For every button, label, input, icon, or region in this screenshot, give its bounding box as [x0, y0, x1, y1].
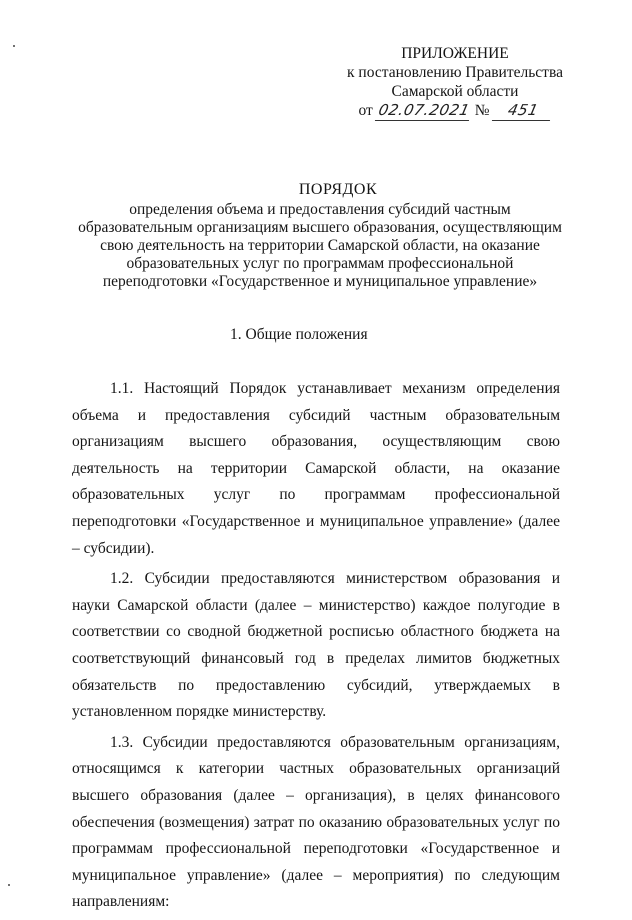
appendix-line-resolution: к постановлению Правительства [347, 64, 563, 81]
handwritten-number: 451 [491, 101, 553, 121]
section-heading: 1. Общие положения [230, 326, 368, 343]
document-title-main: ПОРЯДОК [298, 181, 378, 198]
appendix-block [340, 44, 570, 121]
paragraph-1-2: 1.2. Субсидии предоставляются министерством образования и науки Самарской области (далее – министерство) каждое полугодие в соответствии со сводной бюджетной росписью областного бюджета на соответствующий финансовый год в пределах лимитов бюджетных обязательств по предоставлению субсидий, утверждаемых в установленном порядке министерству. [72, 570, 560, 721]
document-title-line: свою деятельность на территории Самарской области, на оказание [100, 237, 540, 254]
scan-speck [13, 45, 15, 47]
document-title [60, 181, 580, 291]
paragraph-1-3: 1.3. Субсидии предоставляются образовательным организациям, относящимся к категории частных образовательных организаций высшего образования (далее – организация), в целях финансового обеспечения (возмещения) затрат по оказанию образовательных услуг по программам профессиональной переподготовки «Государственное и муниципальное управление» (далее – мероприятия) по следующим направлениям: [72, 733, 560, 911]
scan-speck [8, 884, 10, 886]
appendix-line-region: Самарской области [391, 83, 519, 100]
document-title-line: переподготовки «Государственное и муниципальное управление» [102, 273, 538, 290]
appendix-title: ПРИЛОЖЕНИЕ [401, 45, 509, 62]
document-title-line: образовательным организациям высшего образования, осуществляющим [78, 219, 562, 236]
paragraph-1-1: 1.1. Настоящий Порядок устанавливает механизм определения объема и предоставления субсидий частным образовательным организациям высшего образования, осуществляющим свою деятельность на территории Самарской области, на оказание образовательных услуг по программам профессиональной переподготовки «Государственное и муниципальное управление» (далее – субсидии). [72, 380, 560, 557]
document-title-line: образовательных услуг по программам профессиональной [126, 255, 514, 272]
appendix-reference-line [340, 101, 570, 121]
document-body [72, 376, 560, 920]
handwritten-date: 02.07.2021 [376, 101, 472, 119]
number-label: № [474, 102, 490, 119]
from-label: от [358, 102, 373, 119]
document-title-line: определения объема и предоставления субсидий частным [129, 201, 511, 218]
